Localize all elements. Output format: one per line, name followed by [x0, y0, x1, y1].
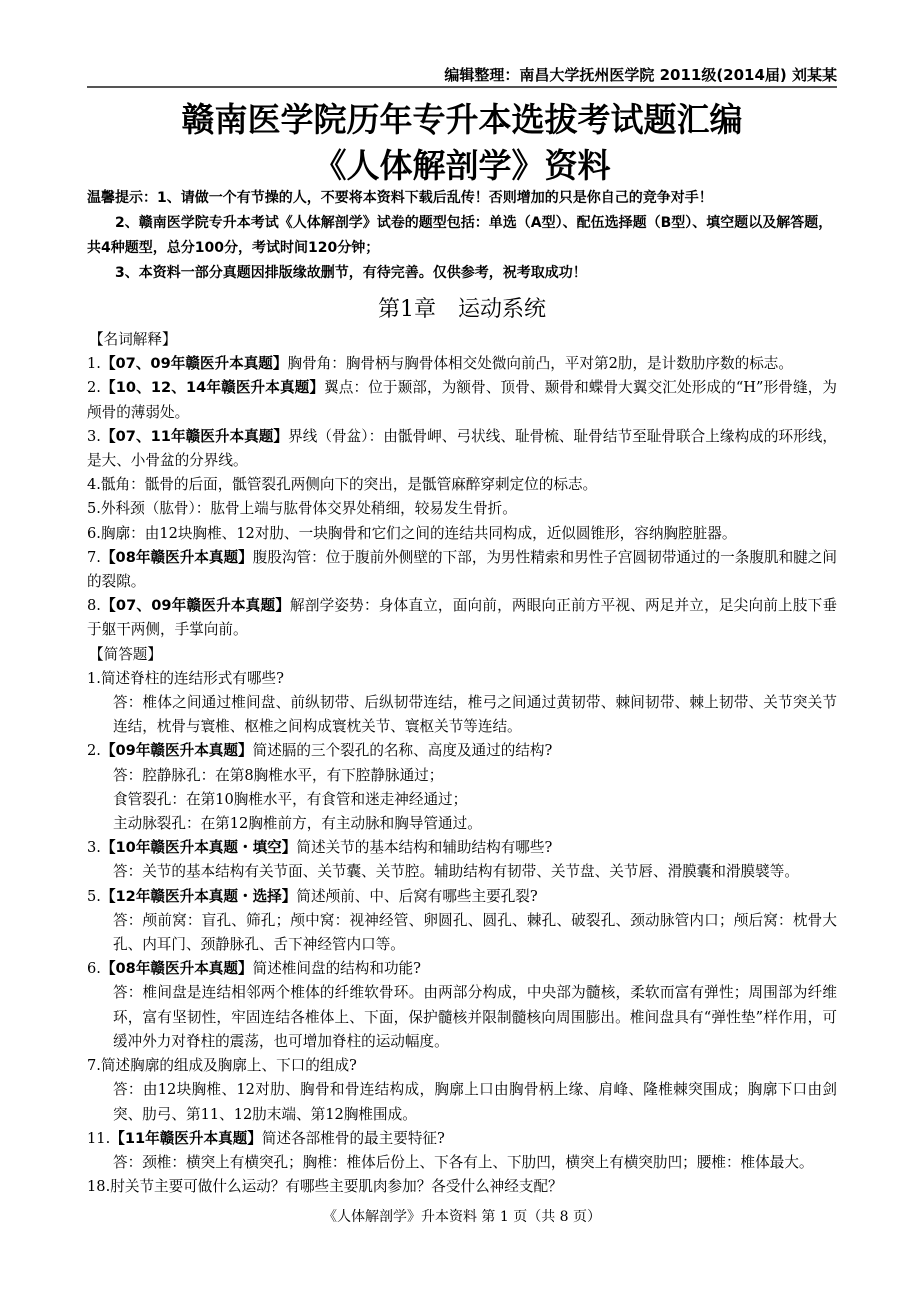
- item-number: 6.: [87, 960, 101, 978]
- item-number: 18.: [87, 1178, 111, 1196]
- editor-credit: 编辑整理：南昌大学抚州医学院 2011级(2014届) 刘某某: [444, 66, 837, 84]
- item-number: 3.: [87, 839, 101, 857]
- definition-item: [87, 594, 837, 642]
- definition-item: [87, 473, 837, 497]
- question-item: [87, 957, 837, 981]
- answer-text: 答：颈椎：横突上有横突孔；胸椎：椎体后份上、下各有上、下肋凹，横突上有横突肋凹；腰椎：椎体最大。: [113, 1153, 814, 1171]
- answer-text: 答：椎体之间通过椎间盘、前纵韧带、后纵韧带连结，椎弓之间通过黄韧带、棘间韧带、棘上韧带、关节突关节连结，枕骨与寰椎、枢椎之间构成寰枕关节、寰枢关节等连结。: [113, 694, 837, 736]
- question-text: 简述膈的三个裂孔的名称、高度及通过的结构?: [252, 742, 553, 760]
- exam-tag: 【07、11年赣医升本真题】: [100, 427, 289, 445]
- question-item: [87, 667, 837, 691]
- definition-item: [87, 425, 837, 473]
- definition-text: 胸廓：由12块胸椎、12对肋、一块胸骨和它们之间的连结共同构成，近似圆锥形，容纳胸腔脏器。: [100, 524, 737, 542]
- answer-text: 答：椎间盘是连结相邻两个椎体的纤维软骨环。由两部分构成，中央部为髓核，柔软而富有弹性；周围部为纤维环，富有坚韧性，牢固连结各椎体上、下面，保护髓核并限制髓核向周围膨出。椎间盘具有“弹性垫”样作用，可缓冲外力对脊柱的震荡，也可增加脊柱的运动幅度。: [113, 984, 837, 1050]
- definition-item: [87, 497, 837, 521]
- item-number: 2.: [87, 742, 101, 760]
- definition-item: [87, 376, 837, 424]
- definition-item: [87, 352, 837, 376]
- item-number: 6.: [87, 524, 101, 542]
- tip-2-text: 2、赣南医学院专升本考试《人体解剖学》试卷的题型包括：单选（A型）、配伍选择题（B型）、填空题以及解答题，共4种题型，总分100分，考试时间120分钟；: [87, 215, 833, 256]
- content-body: [87, 328, 837, 1199]
- definition-item: [87, 522, 837, 546]
- exam-tag: 【07、09年赣医升本真题】: [100, 597, 291, 615]
- item-number: 2.: [87, 379, 101, 397]
- tip-1: 温馨提示：1、请做一个有节操的人，不要将本资料下载后乱传！否则增加的只是你自己的竞争对手！: [87, 190, 713, 206]
- question-text: 肘关节主要可做什么运动？有哪些主要肌肉参加？各受什么神经支配？: [110, 1178, 563, 1196]
- item-number: 3.: [87, 427, 101, 445]
- answer-text: 答：关节的基本结构有关节面、关节囊、关节腔。辅助结构有韧带、关节盘、关节唇、滑膜囊和滑膜襞等。: [113, 863, 799, 881]
- exam-tag: 【07、09年赣医升本真题】: [100, 355, 288, 373]
- definition-text: 腹股沟管：位于腹前外侧壁的下部，为男性精索和男性子宫圆韧带通过的一条腹肌和腱之间的裂隙。: [87, 548, 837, 591]
- question-item: [87, 836, 837, 860]
- definition-text: 胸骨角：胸骨柄与胸骨体相交处微向前凸，平对第2肋，是计数肋序数的标志。: [287, 355, 793, 373]
- item-number: 11.: [87, 1129, 111, 1147]
- definition-text: 外科颈（肱骨）：肱骨上端与肱骨体交界处稍细，较易发生骨折。: [100, 500, 517, 518]
- definition-text: 解剖学姿势：身体直立，面向前，两眼向正前方平视、两足并立，足尖向前上肢下垂于躯干两侧，手掌向前。: [87, 597, 837, 639]
- document-subtitle: 《人体解剖学》资料: [313, 146, 611, 185]
- answer-text: 主动脉裂孔：在第12胸椎前方，有主动脉和胸导管通过。: [113, 815, 482, 833]
- chapter-heading: 第1章 运动系统: [378, 297, 546, 322]
- exam-tag: 【09年赣医升本真题】: [100, 742, 253, 760]
- section-heading-short-answers: 【简答题】: [89, 645, 162, 663]
- question-item: [87, 1054, 837, 1078]
- question-text: 简述关节的基本结构和辅助结构有哪些?: [296, 839, 553, 857]
- exam-tag: 【12年赣医升本真题・选择】: [100, 887, 297, 905]
- answer-text: 答：颅前窝：盲孔、筛孔；颅中窝：视神经管、卵圆孔、圆孔、棘孔、破裂孔、颈动脉管内口；颅后窝：枕骨大孔、内耳门、颈静脉孔、舌下神经管内口等。: [113, 911, 837, 954]
- question-text: 简述各部椎骨的最主要特征?: [261, 1129, 445, 1147]
- question-item: [87, 1175, 837, 1199]
- definitions-list: [87, 352, 837, 642]
- item-number: 8.: [87, 597, 101, 615]
- exam-tag: 【10年赣医升本真题・填空】: [100, 839, 297, 857]
- exam-tag: 【10、12、14年赣医升本真题】: [100, 379, 325, 397]
- tip-2: [87, 211, 837, 261]
- document-title: 赣南医学院历年专升本选拔考试题汇编: [181, 100, 743, 139]
- tips-block: [87, 186, 837, 286]
- question-text: 简述椎间盘的结构和功能?: [252, 960, 421, 978]
- answer-text: 答：由12块胸椎、12对肋、胸骨和骨连结构成，胸廓上口由胸骨柄上缘、肩峰、隆椎棘突围成；胸廓下口由剑突、肋弓、第11、12肋末端、第12胸椎围成。: [113, 1081, 837, 1123]
- tip-3: 3、本资料一部分真题因排版缘故删节，有待完善。仅供参考，祝考取成功！: [115, 265, 587, 281]
- page-footer: 《人体解剖学》升本资料 第 1 页（共 8 页）: [322, 1209, 602, 1225]
- exam-tag: 【11年赣医升本真题】: [110, 1129, 262, 1147]
- item-number: 1.: [87, 669, 101, 687]
- section-heading-definitions: 【名词解释】: [89, 331, 177, 348]
- definition-text: 翼点：位于颞部，为额骨、顶骨、颞骨和蝶骨大翼交汇处形成的“H”形骨缝，为颅骨的薄弱处。: [87, 379, 837, 421]
- exam-tag: 【08年赣医升本真题】: [100, 548, 253, 566]
- item-number: 7.: [87, 1057, 101, 1075]
- item-number: 4.: [87, 476, 101, 494]
- item-number: 7.: [87, 548, 101, 566]
- exam-tag: 【08年赣医升本真题】: [100, 960, 253, 978]
- question-item: [87, 739, 837, 763]
- question-text: 简述颅前、中、后窝有哪些主要孔裂?: [296, 887, 538, 905]
- item-number: 1.: [87, 355, 101, 373]
- question-text: 简述脊柱的连结形式有哪些?: [100, 669, 284, 687]
- question-item: [87, 885, 837, 909]
- definition-text: 骶角：骶骨的后面，骶管裂孔两侧向下的突出，是骶管麻醉穿刺定位的标志。: [100, 476, 598, 494]
- item-number: 5.: [87, 500, 101, 518]
- question-text: 简述胸廓的组成及胸廓上、下口的组成?: [100, 1057, 357, 1075]
- answer-text: 答：腔静脉孔：在第8胸椎水平，有下腔静脉通过；: [113, 766, 444, 784]
- header-divider: [87, 86, 837, 88]
- short-answers-list: [87, 667, 837, 1199]
- question-item: [87, 1127, 837, 1151]
- answer-text: 食管裂孔：在第10胸椎水平，有食管和迷走神经通过；: [113, 790, 468, 808]
- definition-item: [87, 546, 837, 594]
- item-number: 5.: [87, 887, 101, 905]
- definition-text: 界线（骨盆）：由骶骨岬、弓状线、耻骨梳、耻骨结节至耻骨联合上缘构成的环形线，是大、小骨盆的分界线。: [87, 427, 837, 470]
